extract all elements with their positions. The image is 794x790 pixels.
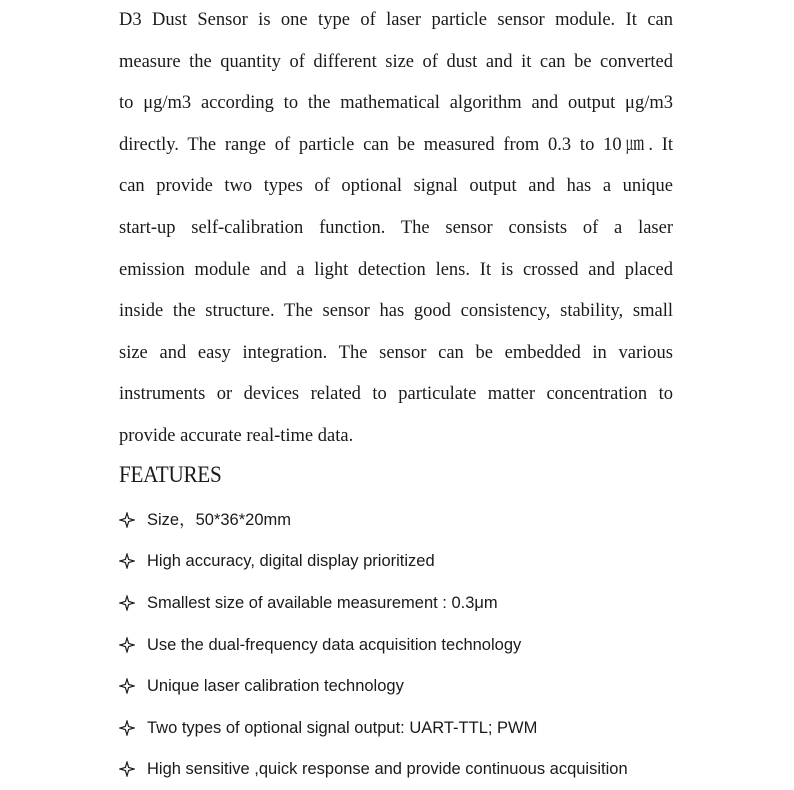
feature-text: High sensitive ,quick response and provide continuous acquisition bbox=[147, 760, 628, 779]
feature-text: Two types of optional signal output: UART-TTL; PWM bbox=[147, 718, 538, 737]
four-pointed-star-outline-icon bbox=[119, 553, 147, 569]
feature-item bbox=[119, 624, 628, 666]
intro-line: D3 Dust Sensor is one type of laser particle sensor module. It can bbox=[119, 10, 673, 30]
intro-line: can provide two types of optional signal output and has a unique bbox=[119, 176, 673, 197]
feature-item bbox=[119, 665, 628, 707]
four-pointed-star-outline-icon bbox=[119, 595, 147, 611]
intro-line: to μg/m3 according to the mathematical algorithm and output μg/m3 bbox=[119, 93, 673, 114]
four-pointed-star-outline-icon bbox=[119, 512, 147, 528]
feature-item bbox=[119, 499, 628, 541]
feature-item bbox=[119, 749, 628, 790]
intro-line: directly. The range of particle can be measured from 0.3 to 10㎛. It bbox=[119, 134, 673, 155]
intro-line: inside the structure. The sensor has good consistency, stability, small bbox=[119, 301, 673, 322]
feature-text: High accuracy, digital display prioritized bbox=[147, 552, 435, 571]
intro-line: provide accurate real-time data. bbox=[119, 425, 354, 446]
features-heading: FEATURES bbox=[119, 462, 222, 487]
feature-text: Smallest size of available measurement : 0.3μm bbox=[147, 593, 498, 612]
four-pointed-star-outline-icon bbox=[119, 720, 147, 736]
four-pointed-star-outline-icon bbox=[119, 761, 147, 777]
intro-paragraph bbox=[119, 0, 673, 458]
intro-line: measure the quantity of different size of dust and it can be converted bbox=[119, 51, 673, 72]
feature-item bbox=[119, 707, 628, 749]
features-list bbox=[119, 499, 628, 790]
four-pointed-star-outline-icon bbox=[119, 637, 147, 653]
feature-text: Use the dual-frequency data acquisition technology bbox=[147, 635, 522, 654]
feature-item bbox=[119, 541, 628, 583]
four-pointed-star-outline-icon bbox=[119, 678, 147, 694]
feature-text: Size，50*36*20mm bbox=[147, 510, 291, 529]
intro-line: instruments or devices related to particulate matter concentration to bbox=[119, 384, 673, 405]
feature-item bbox=[119, 582, 628, 624]
intro-line: size and easy integration. The sensor can be embedded in various bbox=[119, 342, 673, 363]
feature-text: Unique laser calibration technology bbox=[147, 677, 404, 696]
intro-line: start-up self-calibration function. The sensor consists of a laser bbox=[119, 217, 673, 238]
intro-line: emission module and a light detection lens. It is crossed and placed bbox=[119, 259, 673, 280]
